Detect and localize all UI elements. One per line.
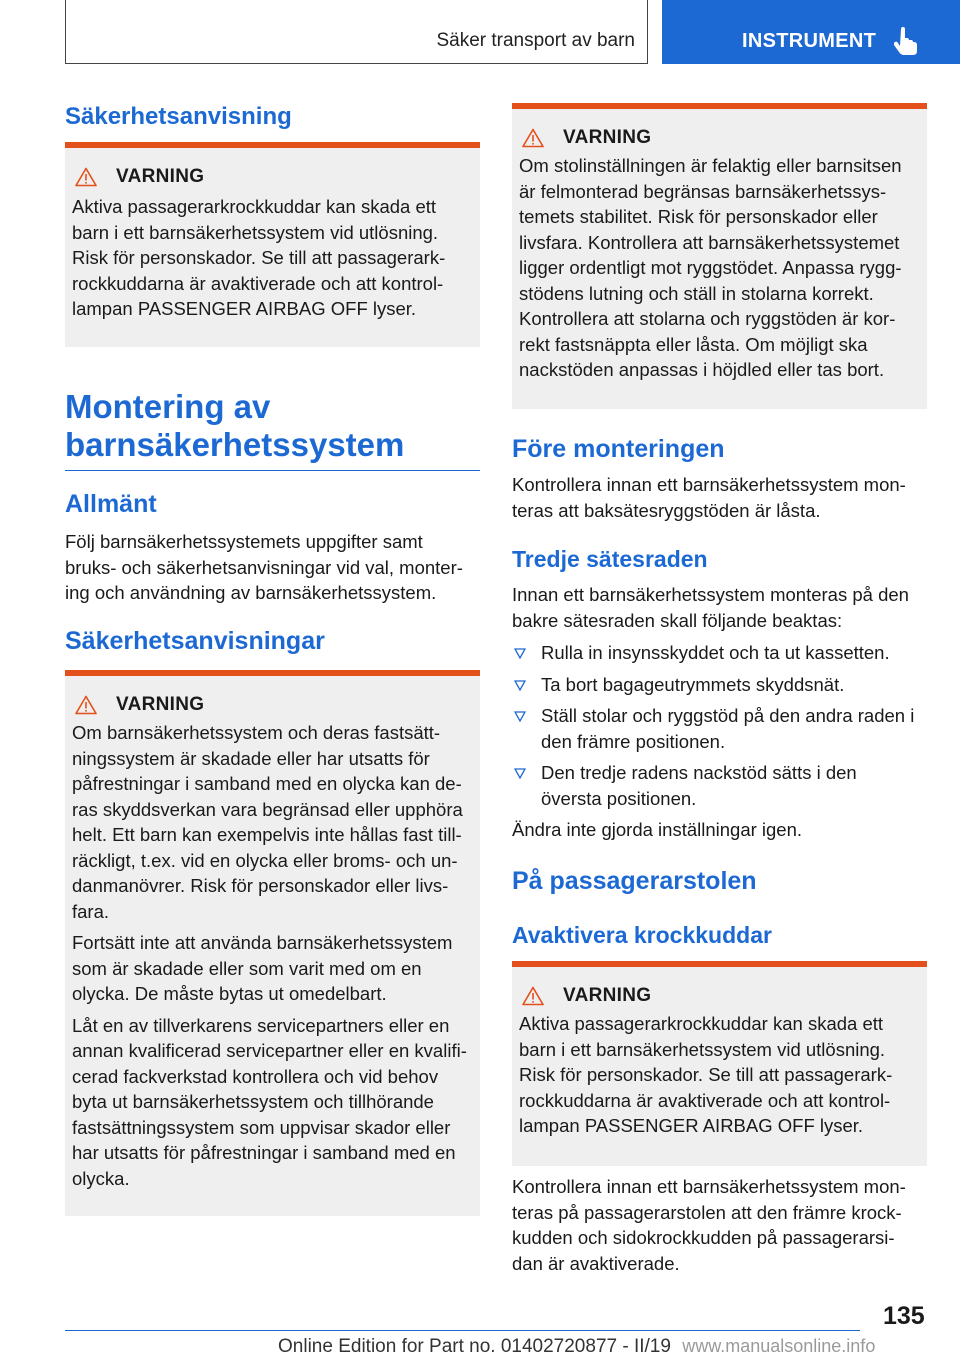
warning-box-seat-adjustment	[512, 103, 927, 409]
heading-third-row: Tredje sätesraden	[512, 546, 708, 572]
chapter-tab-label: INSTRUMENT	[742, 30, 877, 52]
warning-triangle-icon	[75, 167, 97, 187]
triangle-bullet-icon	[514, 647, 526, 659]
warning-text: Om stolinställningen är felaktig eller barnsitsen är felmonterad begränsas barnsäkerhetssys- temets stabilitet. Risk för personskador eller livsfara. Kontrollera att barnsäkerhetssystemet ligger ordentligt mot ryggstödet. Anpassa rygg- stödens lutning och ställ in stolarna korrekt. Kontrollera att stolarna och ryggstöden är kor- rekt fastsnäppta eller låsta. Om möjligt ska nackstöden anpassas i höjdled eller tas bort.	[519, 155, 902, 380]
list-item: Rulla in insynsskyddet och ta ut kassetten.	[512, 640, 927, 666]
main-title-block	[65, 388, 480, 471]
final-paragraph: Kontrollera innan ett barnsäkerhetssystem mon- teras på passagerarstolen att den främre krock- kudden och sidokrockkudden på passagerarsi- dan är avaktiverade.	[512, 1176, 906, 1274]
list-item: Ställ stolar och ryggstöd på den andra raden i den främre positionen.	[512, 703, 927, 754]
general-paragraph: Följ barnsäkerhetssystemets uppgifter samt bruks- och säkerhetsanvisningar vid val, monter- ing och användning av barnsäkerhetssystem.	[65, 531, 463, 603]
warning-box-passenger-airbag	[512, 961, 927, 1166]
heading-before-mounting: Före monteringen	[512, 435, 725, 463]
footer-divider	[65, 1330, 860, 1331]
main-title-line: barnsäkerhetssystem	[65, 426, 405, 463]
main-title-line: Montering av	[65, 388, 271, 425]
warning-line: Aktiva passagerarkrockkuddar kan skada ett	[72, 196, 437, 217]
heading-passenger-seat: På passagerarstolen	[512, 867, 757, 895]
warning-title: VARNING	[116, 694, 205, 715]
warning-line: rockkuddarna är avaktiverade och att kontrol-	[72, 272, 444, 294]
section-title: Säker transport av barn	[436, 30, 635, 51]
page-number: 135	[883, 1302, 925, 1330]
watermark-text: www.manualsonline.info	[682, 1336, 876, 1356]
warning-line: Risk för personskador. Se till att passagerark-	[72, 247, 446, 268]
main-title	[65, 388, 480, 464]
warning-text: Aktiva passagerarkrockkuddar kan skada ett barn i ett barnsäkerhetssystem vid utlösning. Risk för personskador. Se till att passagerark- rockkuddarna är avaktiverade och att kontrol- lampan PASSENGER AIRBAG OFF lyser.	[519, 1013, 893, 1136]
warning-triangle-icon	[522, 986, 544, 1006]
title-divider	[65, 470, 480, 471]
warning-line: barn i ett barnsäkerhetssystem vid utlösning.	[72, 221, 439, 243]
edition-text: Online Edition for Part no. 01402720877 - II/19	[278, 1336, 671, 1357]
warning-box-airbag	[65, 142, 480, 347]
heading-general: Allmänt	[65, 490, 157, 518]
triangle-bullet-icon	[514, 767, 526, 779]
before-paragraph: Kontrollera innan ett barnsäkerhetssystem mon- teras att baksätesryggstöden är låsta.	[512, 474, 906, 521]
list-item: Den tredje radens nackstöd sätts i den översta positionen.	[512, 760, 927, 811]
heading-deactivate-airbags: Avaktivera krockkuddar	[512, 922, 772, 948]
heading-safety-notes: Säkerhetsanvisningar	[65, 627, 325, 655]
warning-box-damaged-systems	[65, 670, 480, 1216]
triangle-bullet-icon	[514, 679, 526, 691]
warning-paragraph-1: Om barnsäkerhetssystem och deras fastsätt- ningssystem är skadade eller har utsatts för påfrestningar i samband med en olycka kan de- ras skyddsverkan vara begränsad eller upphöra helt. Ett barn kan exempelvis inte hållas fast till- räckligt, t.ex. vid en olycka eller broms- och un- danmanövrer. Risk för personskador eller livs- fara.	[72, 722, 463, 922]
triangle-bullet-icon	[514, 710, 526, 722]
warning-title: VARNING	[116, 166, 205, 187]
warning-paragraph-3: Låt en av tillverkarens servicepartners eller en annan kvalificerad servicepartner eller en kvalifi- cerad fackverkstad kontrollera och vid behov byta ut barnsäkerhetssystem och tillhörande fastsättningssystem som uppvisar skador eller har utsatts för påfrestningar i samband med en olycka.	[72, 1014, 467, 1189]
header-section-box	[65, 0, 648, 64]
third-row-paragraph: Innan ett barnsäkerhetssystem monteras på den bakre sätesraden skall följande beaktas:	[512, 584, 909, 631]
warning-triangle-icon	[75, 695, 97, 715]
warning-title: VARNING	[563, 985, 652, 1006]
warning-line: lampan PASSENGER AIRBAG OFF lyser.	[72, 298, 417, 319]
warning-paragraph-2: Fortsätt inte att använda barnsäkerhetssystem som är skadade eller som varit med om en olycka. De måste bytas ut omedelbart.	[72, 932, 453, 1004]
heading-safety: Säkerhetsanvisning	[65, 103, 292, 130]
hand-pointer-icon	[894, 27, 920, 55]
third-row-checklist	[512, 640, 927, 817]
warning-title: VARNING	[563, 127, 652, 148]
warning-triangle-icon	[522, 128, 544, 148]
no-changes-note: Ändra inte gjorda inställningar igen.	[512, 819, 803, 840]
list-item: Ta bort bagageutrymmets skyddsnät.	[512, 672, 927, 698]
footer-edition	[278, 1336, 875, 1358]
chapter-tab[interactable]	[662, 0, 960, 64]
